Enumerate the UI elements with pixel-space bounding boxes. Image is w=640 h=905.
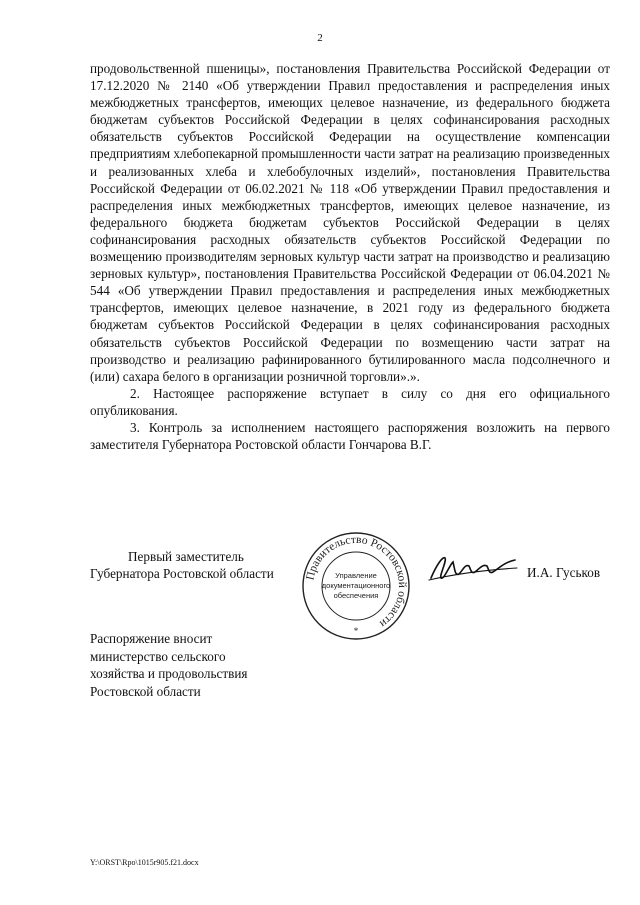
note-line3: хозяйства и продовольствия [90, 666, 248, 681]
paragraph-2: 2. Настоящее распоряжение вступает в силу со дня его официального опубликования. [90, 385, 610, 418]
stamp-center-line3: обеспечения [333, 591, 379, 600]
signatory-title-line1: Первый заместитель [128, 549, 244, 564]
stamp-center-line1: Управление [335, 571, 377, 580]
signatory-title-line2: Губернатора Ростовской области [90, 566, 274, 582]
official-stamp [300, 530, 412, 642]
signer-name: И.А. Гуськов [527, 565, 601, 580]
handwritten-signature [425, 548, 520, 588]
file-path-footer: Y:\ORST\Rpo\1015r905.f21.docx [90, 858, 199, 867]
submitted-by-note [90, 630, 247, 700]
signatory-title [90, 548, 274, 582]
note-line1: Распоряжение вносит [90, 631, 213, 646]
stamp-center-line2: документационного [321, 581, 391, 590]
note-line4: Ростовской области [90, 683, 201, 699]
page-number: 2 [317, 32, 323, 44]
note-line2: министерство сельского [90, 648, 226, 664]
stamp-star: * [353, 626, 359, 636]
stamp-ring-text: Правительство Ростовской области [304, 533, 409, 630]
document-body [90, 60, 610, 453]
paragraph-continuation: продовольственной пшеницы», постановления Правительства Российской Федерации от 17.12.2020 № 2140 «Об утверждении Правил предоставления и распределения иных межбюджетных трансфертов, имеющих целевое назначение, из федерального бюджета бюджетам субъектов Российской Федерации в целях софинансирования расходных обязательств субъектов Российской Федерации на осуществление компенсации предприятиям хлебопекарной промышленности части затрат на реализацию произведенных и реализованных хлеба и хлебобулочных изделий», постановления Правительства Российской Федерации от 06.02.2021 № 118 «Об утверждении Правил предоставления и распределения иных межбюджетных трансфертов, имеющих целевое назначение, из федерального бюджета бюджетам субъектов Российской Федерации в целях софинансирования расходных обязательств субъектов Российской Федерации по возмещению производителям зерновых культур части затрат на производство и реализацию зерновых культур», постановления Правительства Российской Федерации от 06.04.2021 № 544 «Об утверждении Правил предоставления и распределения иных межбюджетных трансфертов, имеющих целевое назначение, в 2021 году из федерального бюджета бюджетам субъектов Российской Федерации в целях софинансирования расходных обязательств субъектов Российской Федерации по возмещению части затрат на производство и реализацию рафинированного бутилированного масла подсолнечного и (или) сахара белого в организации розничной торговли».». [90, 61, 610, 384]
paragraph-3: 3. Контроль за исполнением настоящего распоряжения возложить на первого заместителя Губернатора Ростовской области Гончарова В.Г. [90, 419, 610, 453]
